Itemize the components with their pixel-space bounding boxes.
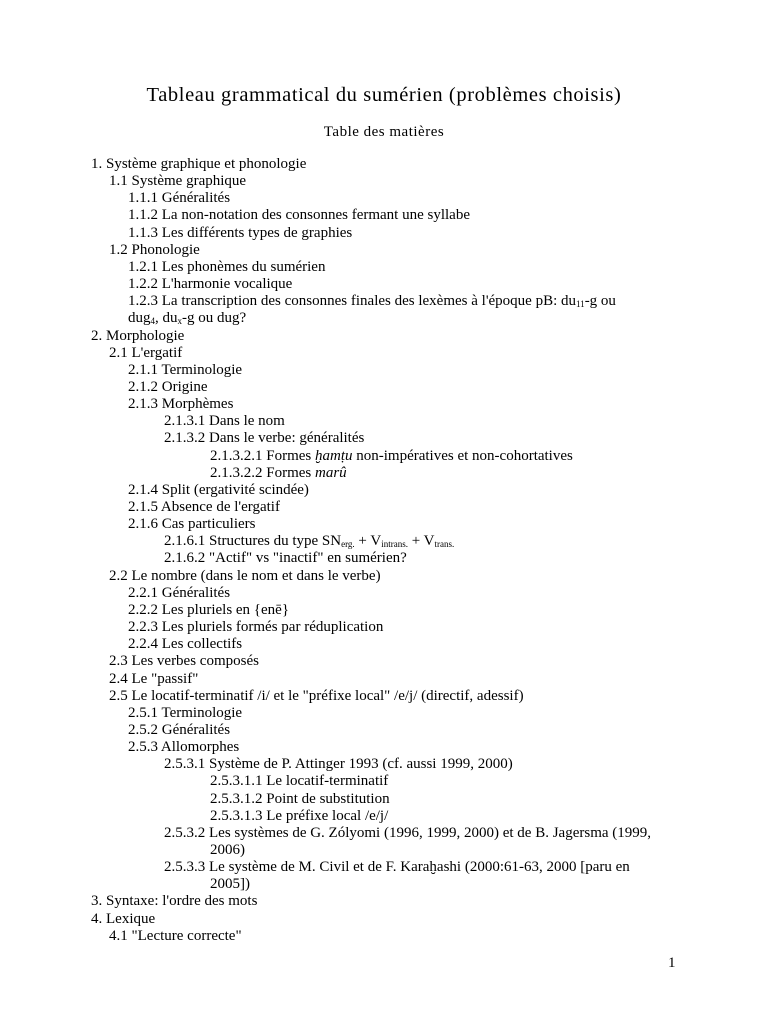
toc-entry: 2.2.1 Généralités (128, 584, 231, 601)
toc-entry: 2.1.2 Origine (128, 378, 208, 395)
toc-entry: 3. Syntaxe: l'ordre des mots (91, 893, 258, 910)
toc-entry: 2.3 Les verbes composés (109, 653, 259, 670)
toc-entry: 1.1.2 La non-notation des consonnes fermant une syllabe (128, 207, 470, 224)
toc-entry: 1.1.1 Généralités (128, 190, 231, 207)
page-number: 1 (668, 955, 676, 971)
toc-entry: 2.2.2 Les pluriels en {enē} (128, 601, 290, 618)
toc-heading: Table des matières (323, 124, 445, 140)
toc-entry: 2.1.3.2.2 Formes marû (210, 464, 347, 481)
toc-entry: 2.4 Le "passif" (109, 670, 199, 687)
toc-entry: 2.1 L'ergatif (109, 344, 183, 361)
toc-entry: 2.5.3.3 Le système de M. Civil et de F. Karaḫashi (2000:61-63, 2000 [paru en (164, 859, 630, 876)
toc-entry: 1.2.1 Les phonèmes du sumérien (128, 258, 326, 275)
toc-entry: 2.1.3.1 Dans le nom (164, 413, 285, 430)
toc-entry: 2.1.6 Cas particuliers (128, 516, 256, 533)
toc-entry-continuation: dug$_4$, $du_x-g$ ou dug? (128, 310, 247, 327)
toc-entry: 2.1.6.2 "Actif" vs "inactif" en sumérien? (164, 550, 407, 567)
toc-entry: 2.1.5 Absence de l'ergatif (128, 499, 280, 515)
toc-entry: 1. Système graphique et phonologie (91, 156, 307, 172)
toc-entry: 2.5.3.1.2 Point de substitution (210, 790, 390, 807)
toc-entry: 2.1.6.1 Structures du type $SN_{erg.} + V_{intrans.} + V_{trans.}$ (164, 533, 455, 550)
toc-entry: 2.5.1 Terminologie (128, 704, 243, 721)
toc-entry: 2.5.3.1.1 Le locatif-terminatif (210, 773, 389, 790)
toc-entry: 2.2 Le nombre (dans le nom et dans le verbe) (109, 567, 381, 584)
toc-entry-continuation: 2005]) (210, 876, 250, 893)
toc-entry: 2.5.3 Allomorphes (128, 739, 240, 756)
toc-entry: 2.5 Le locatif-terminatif /i/ et le "préfixe local" /e/j/ (directif, adessif) (109, 687, 524, 704)
toc-entry: 2.2.3 Les pluriels formés par réduplication (128, 619, 384, 636)
toc-entry: 2.1.1 Terminologie (128, 361, 243, 378)
document-title: Tableau grammatical du sumérien (problèmes choisis) (146, 84, 622, 106)
toc-entry: 1.2.3 La transcription des consonnes finales des lexèmes à l'époque pB: $du_{11}-g$ ou (128, 293, 616, 310)
toc-entry: 2.5.3.2 Les systèmes de G. Zólyomi (1996, 1999, 2000) et de B. Jagersma (1999, (164, 824, 652, 841)
toc-entry: 1.1.3 Les différents types de graphies (128, 224, 353, 241)
toc-entry: 1.1 Système graphique (109, 173, 247, 190)
toc-entry: 2. Morphologie (91, 327, 185, 344)
toc-entry: 2.1.4 Split (ergativité scindée) (128, 481, 309, 498)
toc-entry: 1.2.2 L'harmonie vocalique (128, 276, 293, 293)
toc-entry: 2.1.3 Morphèmes (128, 396, 234, 413)
toc-entry: 2.5.3.1 Système de P. Attinger 1993 (cf. aussi 1999, 2000) (164, 756, 513, 773)
toc-entry: 2.2.4 Les collectifs (128, 636, 243, 653)
toc-entry: 2.1.3.2 Dans le verbe: généralités (164, 430, 365, 447)
toc-entry: 4. Lexique (91, 910, 156, 927)
toc-entry: 1.2 Phonologie (109, 241, 200, 258)
toc-entry: 2.5.2 Généralités (128, 721, 231, 738)
toc-entry-continuation: 2006) (210, 842, 245, 858)
toc-entry: 2.1.3.2.1 Formes ḫamṭu non-impératives et non-cohortatives (210, 447, 573, 464)
toc-entry: 4.1 "Lecture correcte" (109, 927, 242, 944)
toc-entry: 2.5.3.1.3 Le préfixe local /e/j/ (210, 807, 389, 824)
